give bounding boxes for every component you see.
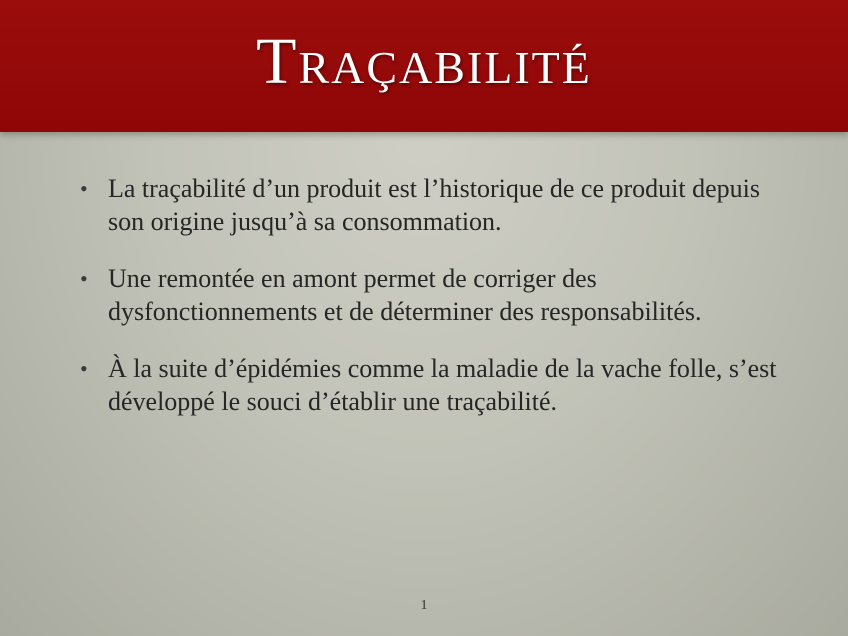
bullet-list [78,172,778,418]
title-bar [0,0,848,132]
bullet-item [78,352,778,418]
bullet-text: À la suite d’épidémies comme la maladie de la vache folle, s’est développé le souci d’établir une traçabilité. [108,354,777,416]
slide-title: Traçabilité [256,25,592,98]
bullet-text: La traçabilité d’un produit est l’historique de ce produit depuis son origine jusqu’à sa consommation. [108,174,760,236]
bullet-text: Une remontée en amont permet de corriger des dysfonctionnements et de déterminer des responsabilités. [108,264,702,326]
bullet-icon: • [80,176,88,201]
slide-content [78,172,778,442]
page-number: 1 [420,598,428,613]
bullet-icon: • [80,266,88,291]
bullet-icon: • [80,356,88,381]
bullet-item [78,262,778,328]
bullet-item [78,172,778,238]
